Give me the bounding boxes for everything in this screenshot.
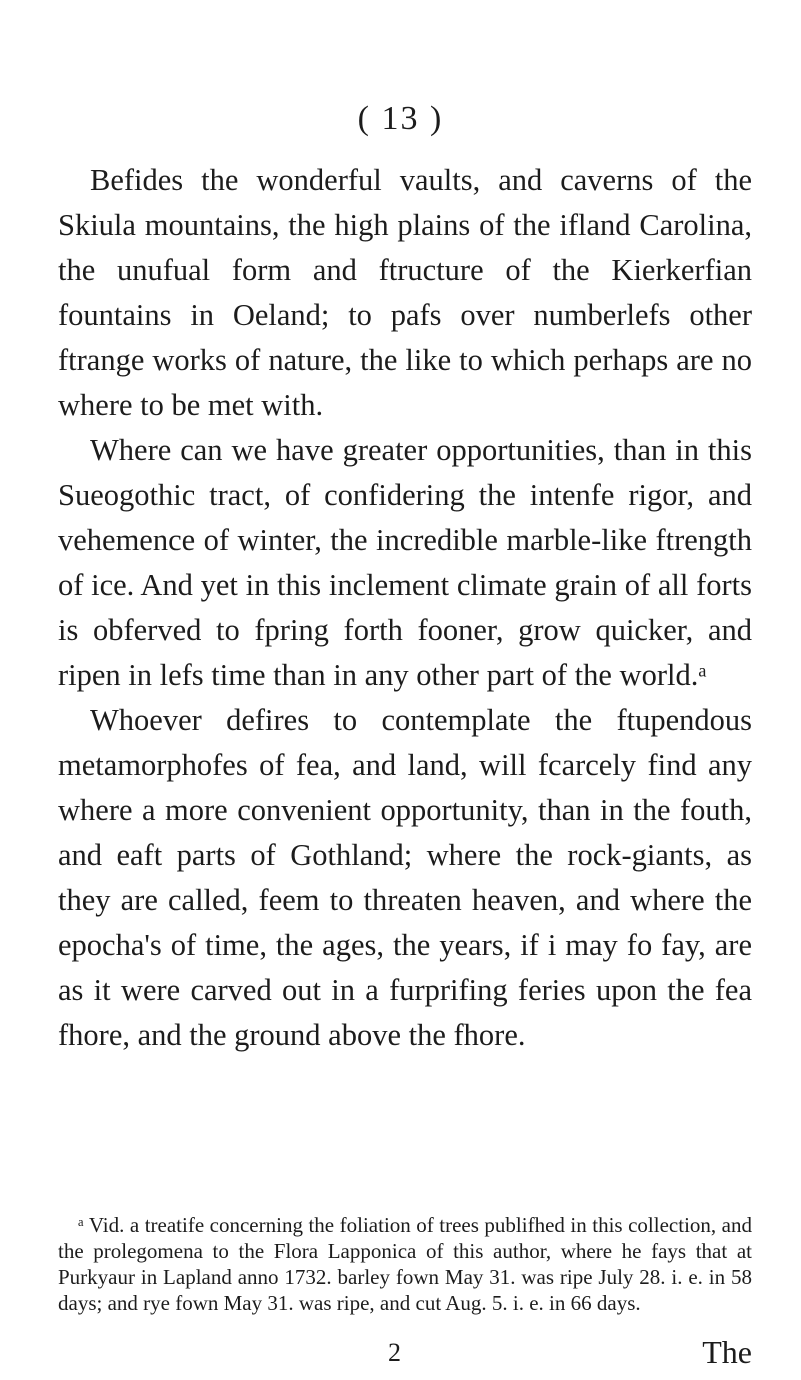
page-number: ( 13 ) — [357, 100, 444, 137]
paragraph-3: Whoever defires to contemplate the ftupendous metamorphofes of fea, and land, will fcarcely find any where a more convenient opportunity, than in the fouth, and eaft parts of Gothland; where the rock-giants, as they are called, feem to threaten heaven, and where the epocha's of time, the ages, the years, if i may fo fay, are as it were carved out in a furprifing feries upon the fea fhore, and the ground above the fhore. — [58, 703, 752, 1052]
catchword: The — [702, 1334, 752, 1370]
body-text — [58, 158, 752, 1058]
signature-mark: 2 — [388, 1338, 401, 1367]
paragraph-1: Befides the wonderful vaults, and caverns of the Skiula mountains, the high plains of the ifland Carolina, the unufual form and ftructure of the Kierkerfian fountains in Oeland; to pafs over numberlefs other ftrange works of nature, the like to which perhaps are no where to be met with. — [58, 163, 752, 422]
footnote — [58, 1212, 752, 1316]
footnote-text: ᵃ Vid. a treatife concerning the foliation of trees publifhed in this collection, and the prolegomena to the Flora Lapponica of this author, where he fays that at Purkyaur in Lapland anno 1732. barley fown May 31. was ripe July 28. i. e. in 58 days; and rye fown May 31. was ripe, and cut Aug. 5. i. e. in 66 days. — [58, 1213, 752, 1315]
page-footer — [58, 1334, 752, 1374]
paragraph-2: Where can we have greater opportunities, than in this Sueogothic tract, of confidering the intenfe rigor, and vehemence of winter, the incredible marble-like ftrength of ice. And yet in this inclement climate grain of all forts is obferved to fpring forth fooner, grow quicker, and ripen in lefs time than in any other part of the world.ᵃ — [58, 433, 752, 692]
